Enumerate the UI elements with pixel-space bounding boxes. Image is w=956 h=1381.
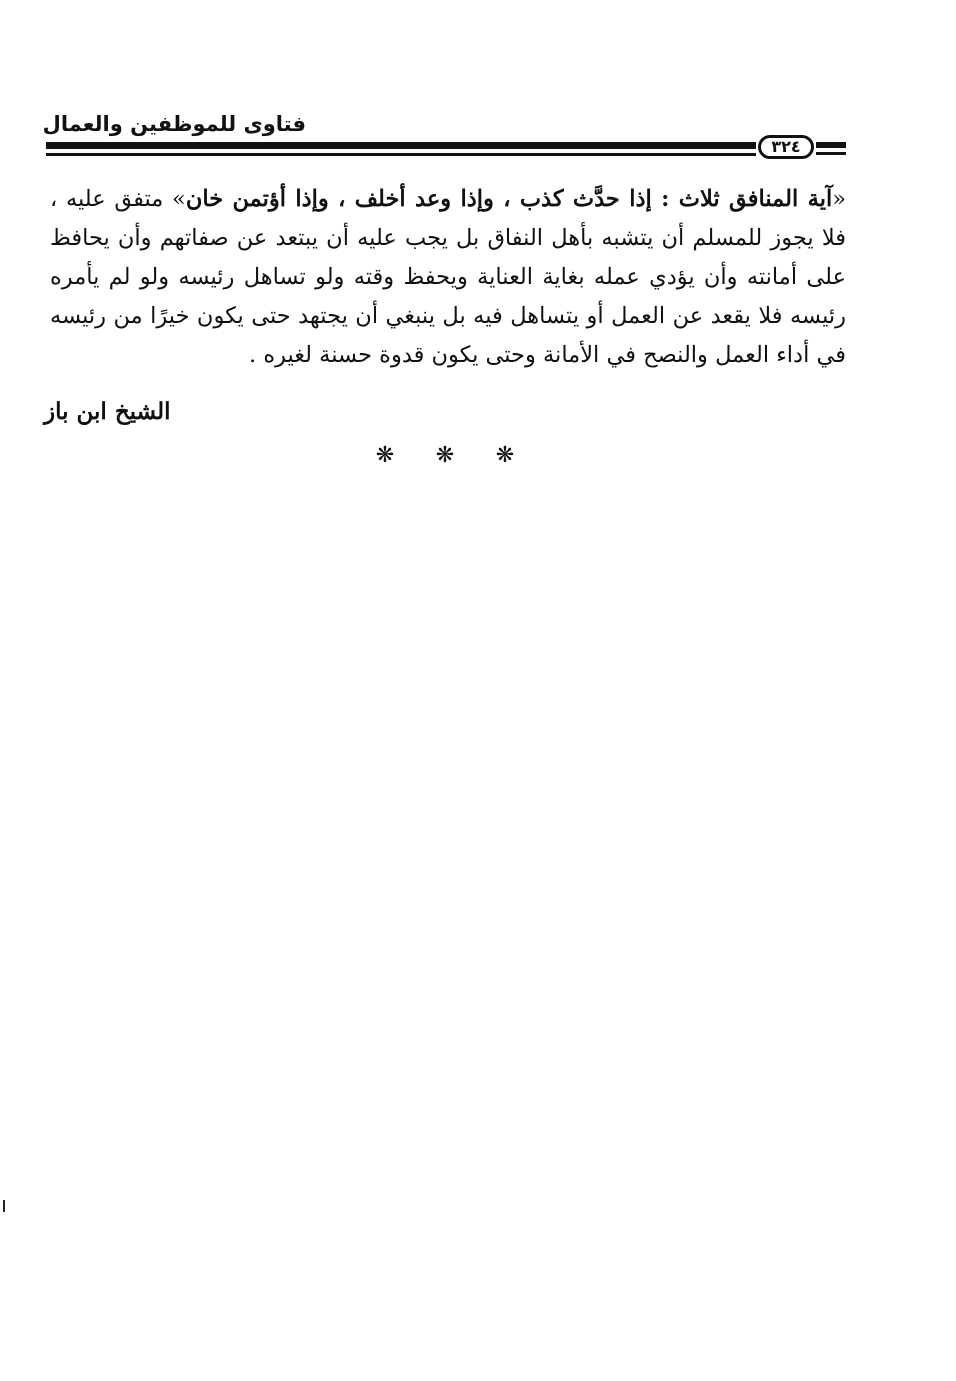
header-rule-thin [46, 153, 756, 156]
section-separator [370, 440, 520, 470]
body-paragraph [50, 180, 846, 375]
quote-close: » [172, 186, 186, 212]
running-header-title: فتاوى للموظفين والعمال [42, 112, 306, 136]
paragraph-text: فلا يجوز للمسلم أن يتشبه بأهل النفاق بل يجب عليه أن يبتعد عن صفاتهم وأن يحافظ على أمانته وأن يؤدي عمله بغاية العناية ويحفظ وقته ولو تساهل رئيسه ولو لم يأمره رئيسه فلا يقعد عن العمل أو يتساهل فيه بل ينبغي أن يجتهد حتى يكون خيرًا من رئيسه في أداء العمل والنصح في الأمانة وحتى يكون قدوة حسنة لغيره . [50, 225, 846, 368]
separator-ornament-icon: ❋ [435, 442, 455, 468]
page-number: ٣٢٤ [758, 135, 814, 159]
hadith-source: متفق عليه ، [50, 186, 173, 212]
hadith-text: آية المنافق ثلاث : إذا حدَّث كذب ، وإذا وعد أخلف ، وإذا أؤتمن خان [185, 186, 833, 212]
quote-open: « [832, 186, 846, 212]
header-rule-right-thick [816, 142, 846, 148]
header-rule-right-thin [816, 152, 846, 155]
separator-ornament-icon: ❋ [495, 442, 515, 468]
scan-speck [3, 1200, 5, 1212]
header-rule-thick [46, 142, 756, 149]
signature: الشيخ ابن باز [44, 398, 171, 425]
separator-ornament-icon: ❋ [375, 442, 395, 468]
